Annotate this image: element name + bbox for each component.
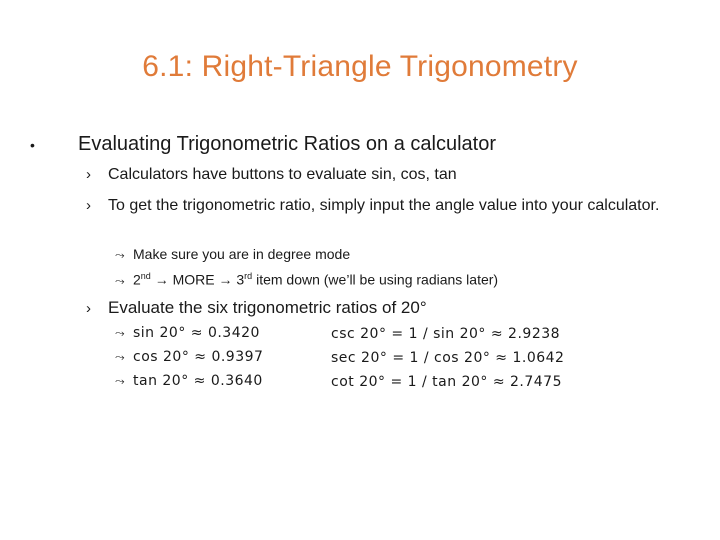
chevron-right-icon: › <box>86 197 91 214</box>
sub-bullet-text: Calculators have buttons to evaluate sin, cos, tan <box>108 166 457 183</box>
ratio-sec: sec 20° = 1 / cos 20° ≈ 1.0642 <box>331 350 565 366</box>
ratio-tan <box>115 373 263 389</box>
ratio-text: sin 20° ≈ 0.3420 <box>133 325 260 341</box>
chevron-right-icon: › <box>86 166 91 183</box>
slide-title: 6.1: Right-Triangle Trigonometry <box>142 50 578 83</box>
curved-arrow-icon: ⤳ <box>115 273 125 288</box>
sub-sub-bullet-menu <box>115 271 498 289</box>
curved-arrow-icon: ⤳ <box>115 326 125 340</box>
sub-bullet-text: To get the trigonometric ratio, simply input the angle value into your calculator. <box>108 197 660 214</box>
sub-bullet-six-ratios <box>86 298 427 318</box>
bullet-dot-icon: • <box>30 137 35 153</box>
bullet-text: Evaluating Trigonometric Ratios on a calculator <box>78 133 496 155</box>
ratio-text: cos 20° ≈ 0.9397 <box>133 349 264 365</box>
ratio-cot: cot 20° = 1 / tan 20° ≈ 2.7475 <box>331 374 562 390</box>
curved-arrow-icon: ⤳ <box>115 374 125 388</box>
curved-arrow-icon: ⤳ <box>115 248 125 262</box>
ratio-csc: csc 20° = 1 / sin 20° ≈ 2.9238 <box>331 326 561 342</box>
sub-sub-bullet-degree <box>115 246 350 263</box>
sub-bullet-input <box>86 195 668 216</box>
sub-bullet-text: Evaluate the six trigonometric ratios of 20° <box>108 298 427 317</box>
sub-bullet-buttons <box>86 166 457 184</box>
ratio-sin <box>115 325 260 341</box>
ratio-text: tan 20° ≈ 0.3640 <box>133 373 263 389</box>
chevron-right-icon: › <box>86 300 91 317</box>
bullet-evaluating <box>30 133 496 156</box>
curved-arrow-icon: ⤳ <box>115 350 125 364</box>
sub-sub-bullet-text: 2nd → MORE → 3rd item down (we’ll be using radians later) <box>133 271 499 288</box>
ratio-cos <box>115 349 263 365</box>
sub-sub-bullet-text: Make sure you are in degree mode <box>133 246 351 262</box>
